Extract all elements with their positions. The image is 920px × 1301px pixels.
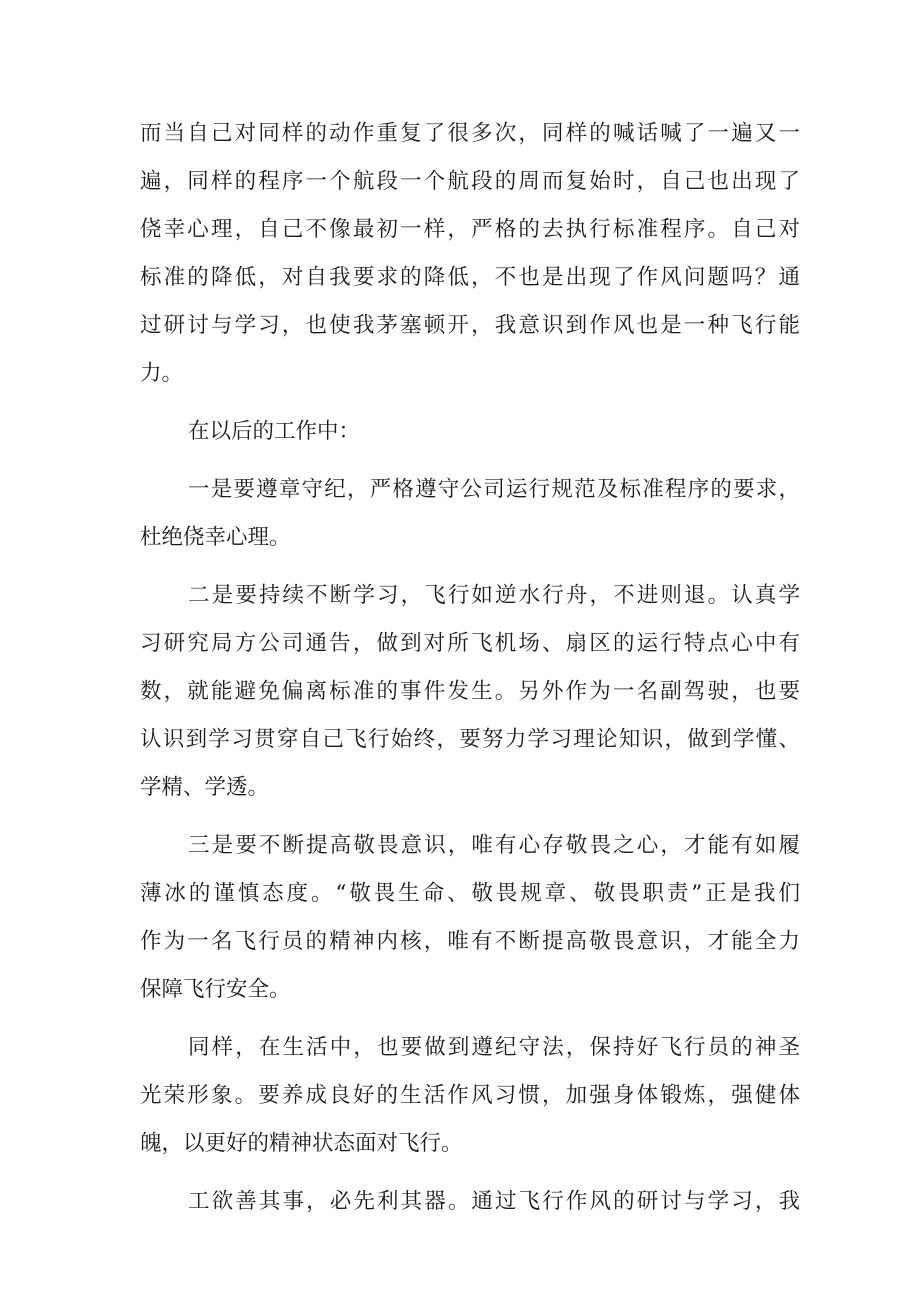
paragraph-conclusion	[140, 1178, 800, 1226]
text-line: 同样，在生活中，也要做到遵纪守法，保持好飞行员的神圣	[188, 1035, 800, 1060]
text-line: 数，就能避免偏离标准的事件发生。另外作为一名副驾驶，也要	[140, 679, 800, 704]
text-line: 侥幸心理，自己不像最初一样，严格的去执行标准程序。自己对	[140, 217, 800, 242]
text-line: 学精、学透。	[140, 775, 270, 800]
paragraph-point-three	[140, 822, 800, 1014]
text-line: 三是要不断提高敬畏意识，唯有心存敬畏之心，才能有如履	[188, 833, 800, 858]
text-line: 而当自己对同样的动作重复了很多次，同样的喊话喊了一遍又一	[140, 121, 800, 146]
text-line: 保障飞行安全。	[140, 977, 291, 1002]
text-line: 薄冰的谨慎态度。“敬畏生命、敬畏规章、敬畏职责”正是我们	[140, 881, 800, 906]
text-line: 标准的降低，对自我要求的降低，不也是出现了作风问题吗？通	[140, 265, 800, 290]
text-line: 二是要持续不断学习，飞行如逆水行舟，不进则退。认真学	[188, 583, 800, 608]
text-line: 作为一名飞行员的精神内核，唯有不断提高敬畏意识，才能全力	[140, 929, 800, 954]
text-line: 力。	[140, 361, 184, 386]
text-line: 一是要遵章守纪，严格遵守公司运行规范及标准程序的要求，	[188, 477, 800, 502]
text-line: 习研究局方公司通告，做到对所飞机场、扇区的运行特点心中有	[140, 631, 800, 656]
text-line: 遍，同样的程序一个航段一个航段的周而复始时，自己也出现了	[140, 169, 800, 194]
text-line: 光荣形象。要养成良好的生活作风习惯，加强身体锻炼，强健体	[140, 1083, 800, 1108]
document-body	[140, 110, 800, 1226]
paragraph-daily-life	[140, 1024, 800, 1168]
paragraph-continuation	[140, 110, 800, 398]
paragraph-point-two	[140, 572, 800, 812]
text-line: 认识到学习贯穿自己飞行始终，要努力学习理论知识，做到学懂、	[140, 727, 800, 752]
text-line: 在以后的工作中：	[188, 419, 361, 444]
paragraph-point-one	[140, 466, 800, 562]
text-line: 工欲善其事，必先利其器。通过飞行作风的研讨与学习，我	[188, 1189, 800, 1214]
text-line: 杜绝侥幸心理。	[140, 525, 291, 550]
text-line: 魄，以更好的精神状态面对飞行。	[140, 1131, 463, 1156]
text-line: 过研讨与学习，也使我茅塞顿开，我意识到作风也是一种飞行能	[140, 313, 800, 338]
paragraph-intro	[140, 408, 800, 456]
